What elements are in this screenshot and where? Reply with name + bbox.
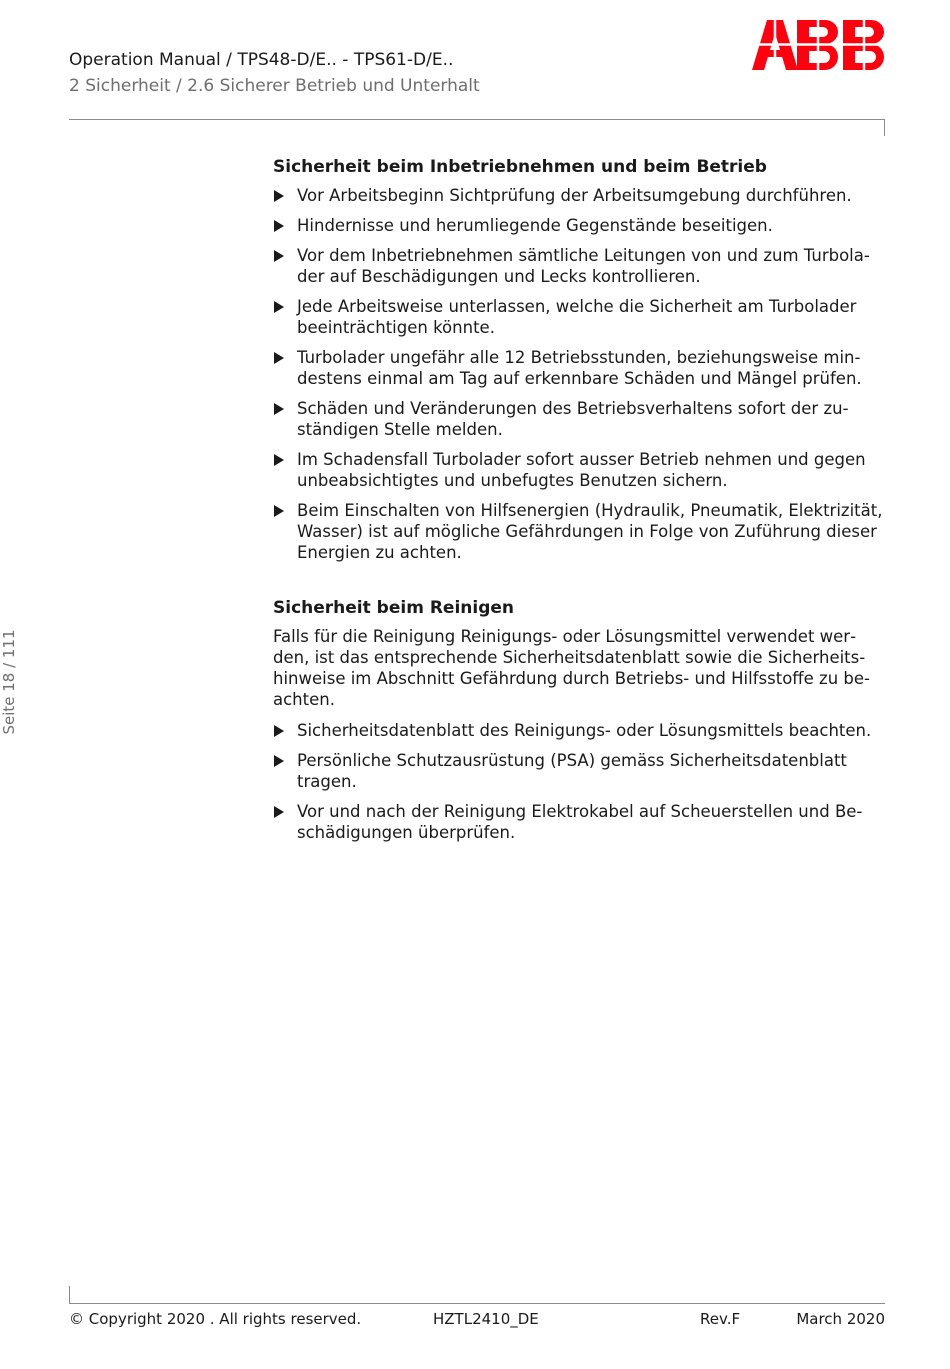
footer-divider-tick — [69, 1286, 70, 1303]
revision-label: Rev.F — [700, 1310, 741, 1328]
footer-divider — [69, 1303, 885, 1304]
bullet-arrow-icon — [274, 220, 284, 232]
bullet-arrow-icon — [274, 725, 284, 737]
list-item — [273, 296, 885, 338]
bullet-arrow-icon — [274, 454, 284, 466]
bullet-arrow-icon — [274, 352, 284, 364]
bullet-arrow-icon — [274, 250, 284, 262]
bullet-arrow-icon — [274, 190, 284, 202]
page-number-label: Seite 18 / 111 — [0, 629, 18, 735]
bullet-arrow-icon — [274, 403, 284, 415]
main-content — [273, 155, 885, 852]
list-item — [273, 720, 885, 741]
list-item — [273, 347, 885, 389]
bullet-arrow-icon — [274, 806, 284, 818]
list-item — [273, 500, 885, 563]
list-item-text: Sicherheitsdatenblatt des Reinigungs- oder Lösungsmittels beachten. — [297, 721, 872, 740]
list-item-text: Persönliche Schutzausrüstung (PSA) gemäss Sicherheitsdatenblatt tragen. — [297, 751, 847, 791]
breadcrumb: 2 Sicherheit / 2.6 Sicherer Betrieb und Unterhalt — [69, 76, 480, 96]
document-date: March 2020 — [796, 1310, 885, 1328]
list-item-text: Schäden und Veränderungen des Betriebsverhaltens sofort der zuständigen Stelle melden. — [297, 399, 849, 439]
bullet-arrow-icon — [274, 301, 284, 313]
bullet-list — [273, 720, 885, 843]
list-item-text: Im Schadensfall Turbolader sofort ausser Betrieb nehmen und gegen unbeabsichtigtes und unbefugtes Benutzen sichern. — [297, 450, 866, 490]
list-item-text: Turbolader ungefähr alle 12 Betriebsstunden, beziehungsweise mindestens einmal am Tag auf erkennbare Schäden und Mängel prüfen. — [297, 348, 862, 388]
section-heading: Sicherheit beim Reinigen — [273, 598, 515, 618]
list-item — [273, 398, 885, 440]
document-id: HZTL2410_DE — [433, 1310, 539, 1328]
list-item — [273, 245, 885, 287]
list-item — [273, 185, 885, 206]
list-item — [273, 449, 885, 491]
abb-logo — [752, 20, 885, 70]
section-operation-safety — [273, 155, 885, 563]
list-item-text: Hindernisse und herumliegende Gegenstände beseitigen. — [297, 216, 773, 235]
bullet-arrow-icon — [274, 505, 284, 517]
section-heading: Sicherheit beim Inbetriebnehmen und beim Betrieb — [273, 157, 767, 177]
list-item-text: Jede Arbeitsweise unterlassen, welche die Sicherheit am Turbolader beeinträchtigen könnte. — [297, 297, 857, 337]
list-item — [273, 750, 885, 792]
document-title: Operation Manual / TPS48-D/E.. - TPS61-D/E.. — [69, 50, 454, 70]
list-item — [273, 215, 885, 236]
list-item-text: Beim Einschalten von Hilfsenergien (Hydraulik, Pneumatik, Elektrizität, Wasser) ist auf mögliche Gefährdungen in Folge von Zuführung dieser Energien zu achten. — [297, 501, 883, 562]
section-cleaning-safety — [273, 596, 885, 843]
header-divider-tick — [884, 119, 885, 136]
bullet-arrow-icon — [274, 755, 284, 767]
section-paragraph: Falls für die Reinigung Reinigungs- oder Lösungsmittel verwendet werden, ist das entsprechende Sicherheitsdatenblatt sowie die Sicherheitshinweise im Abschnitt Gefährdung durch Betriebs- und Hilfsstoffe zu beachten. — [273, 627, 871, 709]
bullet-list — [273, 185, 885, 563]
list-item-text: Vor Arbeitsbeginn Sichtprüfung der Arbeitsumgebung durchführen. — [297, 186, 852, 205]
copyright-text: © Copyright 2020 . All rights reserved. — [69, 1310, 362, 1328]
header-divider — [69, 119, 885, 120]
list-item-text: Vor und nach der Reinigung Elektrokabel auf Scheuerstellen und Beschädigungen überprüfen. — [297, 802, 863, 842]
list-item-text: Vor dem Inbetriebnehmen sämtliche Leitungen von und zum Turbolader auf Beschädigungen und Lecks kontrollieren. — [297, 246, 870, 286]
list-item — [273, 801, 885, 843]
